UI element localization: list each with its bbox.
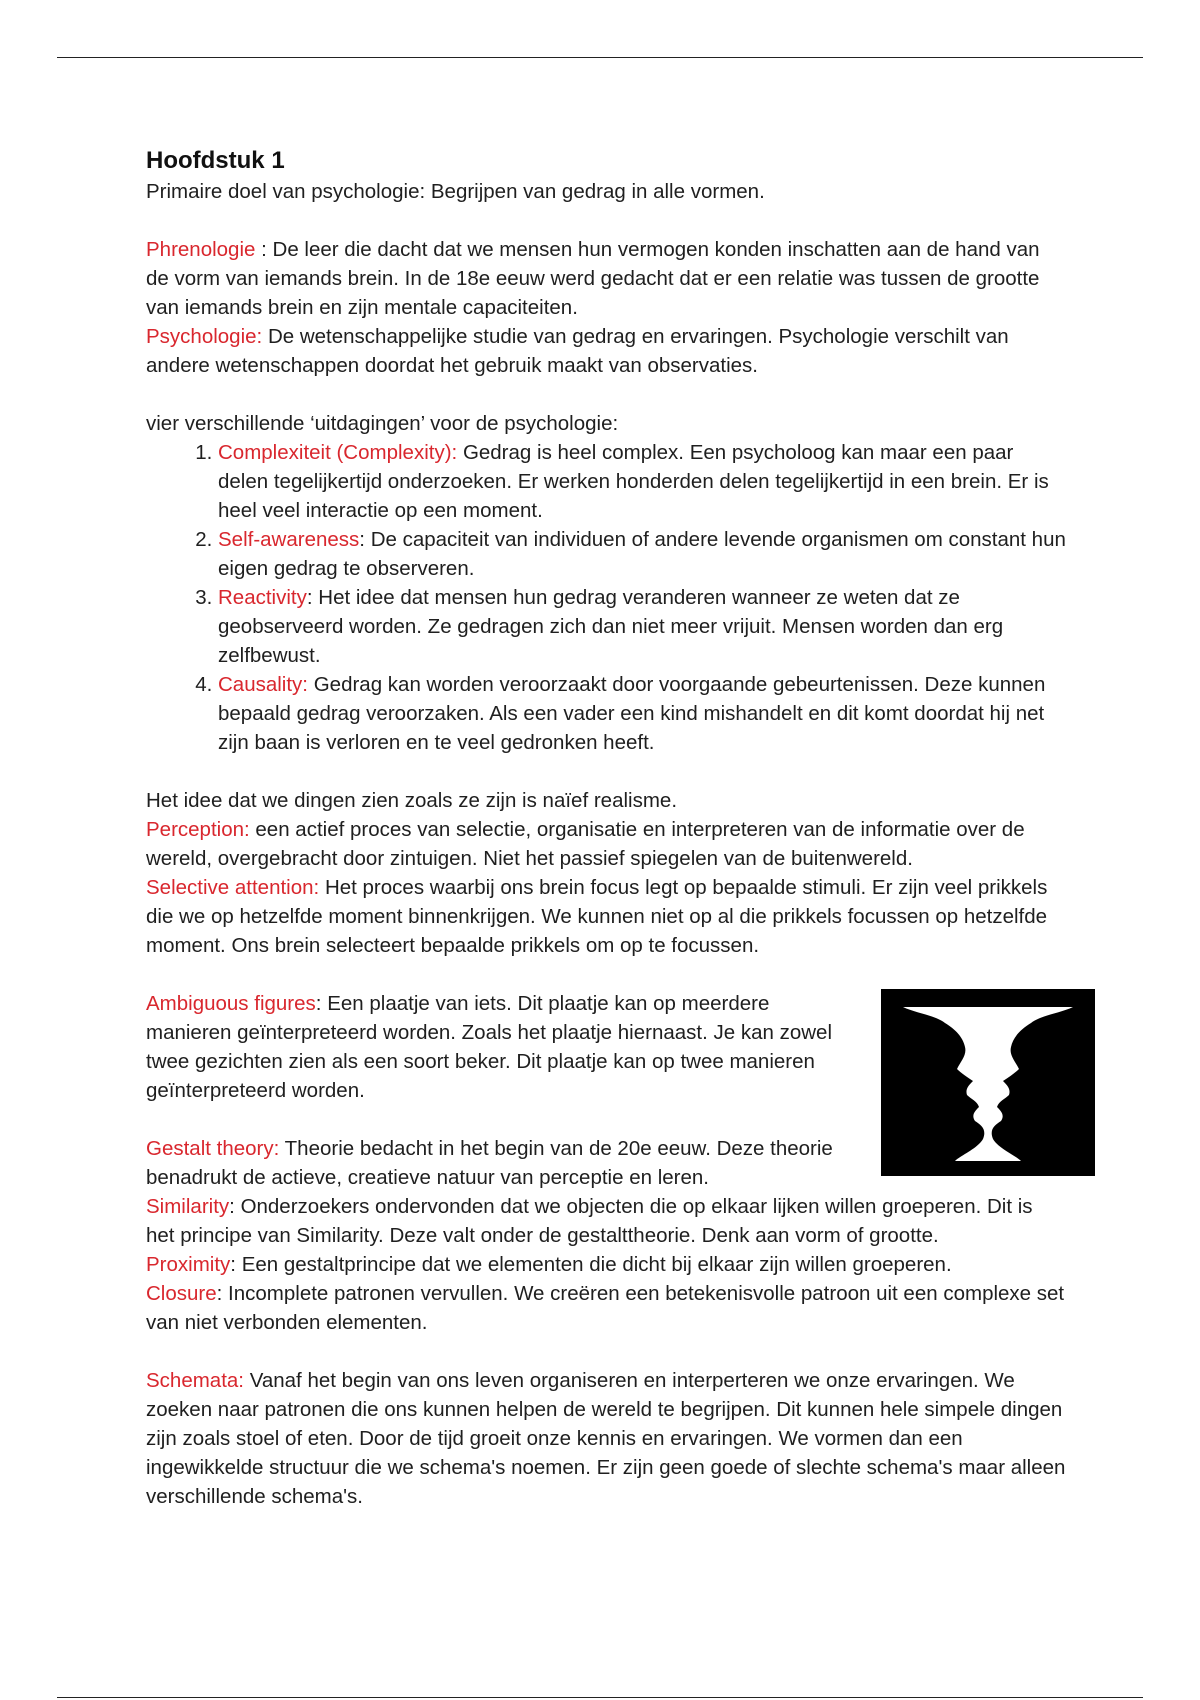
list-item: 3. Reactivity: Het idee dat mensen hun gedrag veranderen wanneer ze weten dat ze geobserveerd worden. Ze gedragen zich dan niet meer vrijuit. Mensen worden dan erg zelfbewust.: [218, 583, 1066, 670]
term-label: Proximity: [146, 1253, 231, 1276]
ambiguous-figure-section: [146, 989, 1066, 1192]
definition-text: De leer die dacht dat we mensen hun vermogen konden inschatten aan de hand van de vorm van iemands brein. In de 18e eeuw werd gedacht dat er een relatie was tussen de grootte van iemands brein en zijn mentale capaciteiten.: [146, 238, 1040, 319]
definition-ambiguous-figures: Ambiguous figures: Een plaatje van iets. Dit plaatje kan op meerdere manieren geïnterpreteerd worden. Zoals het plaatje hiernaast. Je kan zowel twee gezichten zien als een soort beker. Dit plaatje kan op twee manieren geïnterpreteerd worden.: [146, 992, 833, 1102]
definition-text: Het idee dat mensen hun gedrag veranderen wanneer ze weten dat ze geobserveerd worden. Ze gedragen zich dan niet meer vrijuit. Mensen worden dan erg zelfbewust.: [218, 586, 1004, 667]
page-title: Hoofdstuk 1: [146, 147, 285, 174]
term-label: Complexiteit (Complexity):: [218, 441, 458, 464]
definition-text: Incomplete patronen vervullen. We creëren een betekenisvolle patroon uit een complexe set van niet verbonden elementen.: [146, 1282, 1065, 1334]
term-label: Ambiguous figures: [146, 992, 316, 1015]
definition-text: De wetenschappelijke studie van gedrag en ervaringen. Psychologie verschilt van andere wetenschappen doordat het gebruik maakt van observaties.: [146, 325, 1009, 377]
definition-text: Vanaf het begin van ons leven organiseren en interperteren we onze ervaringen. We zoeken naar patronen die ons kunnen helpen de wereld te begrijpen. Dit kunnen hele simpele dingen zijn zoals stoel of eten. Door de tijd groeit onze kennis en ervaringen. We vormen dan een ingewikkelde structuur die we schema's noemen. Er zijn geen goede of slechte schema's maar alleen verschillende schema's.: [146, 1369, 1066, 1508]
term-label: Similarity: [146, 1195, 230, 1218]
list-item: 2. Self-awareness: De capaciteit van individuen of andere levende organismen om constant hun eigen gedrag te observeren.: [218, 525, 1066, 583]
term-label: Psychologie:: [146, 325, 263, 348]
definition-text: De capaciteit van individuen of andere levende organismen om constant hun eigen gedrag te observeren.: [218, 528, 1066, 580]
definition-gestalt-theory: [146, 1134, 846, 1192]
term-label: Schemata:: [146, 1369, 244, 1392]
term-label: Closure: [146, 1282, 217, 1305]
challenges-intro: vier verschillende ‘uitdagingen’ voor de psychologie:: [146, 412, 619, 435]
definition-selective-attention: [146, 873, 1066, 960]
definition-phrenologie: Phrenologie : De leer die dacht dat we mensen hun vermogen konden inschatten aan de hand van de vorm van iemands brein. In de 18e eeuw werd gedacht dat er een relatie was tussen de grootte van iemands brein en zijn mentale capaciteiten.: [146, 238, 1040, 319]
definition-text: Gedrag is heel complex. Een psycholoog kan maar een paar delen tegelijkertijd onderzoeken. Er werken honderden delen tegelijkertijd in een brein. Er is heel veel interactie op een moment.: [218, 441, 1049, 522]
challenges-list: [146, 438, 1066, 757]
definition-text: Een gestaltprincipe dat we elementen die dicht bij elkaar zijn willen groeperen.: [241, 1253, 952, 1276]
term-label: Self-awareness: [218, 528, 360, 551]
rubin-vase-icon: [881, 989, 1095, 1176]
term-label: Phrenologie: [146, 238, 256, 261]
list-item: [218, 438, 1066, 525]
term-label: Reactivity: [218, 586, 307, 609]
intro-text: Primaire doel van psychologie: Begrijpen van gedrag in alle vormen.: [146, 180, 765, 203]
definition-closure: Closure: Incomplete patronen vervullen. We creëren een betekenisvolle patroon uit een complexe set van niet verbonden elementen.: [146, 1282, 1065, 1334]
definition-text: Gedrag kan worden veroorzaakt door voorgaande gebeurtenissen. Deze kunnen bepaald gedrag veroorzaken. Als een vader een kind mishandelt en dit komt doordat hij net zijn baan is verloren en te veel gedronken heeft.: [218, 673, 1046, 754]
top-rule: [57, 57, 1143, 58]
term-label: Causality:: [218, 673, 309, 696]
definition-text: Theorie bedacht in het begin van de 20e eeuw. Deze theorie benadrukt de actieve, creatieve natuur van perceptie en leren.: [146, 1137, 833, 1189]
definition-text: een actief proces van selectie, organisatie en interpreteren van de informatie over de wereld, overgebracht door zintuigen. Niet het passief spiegelen van de buitenwereld.: [146, 818, 1025, 870]
term-label: Perception:: [146, 818, 250, 841]
definition-schemata: [146, 1366, 1066, 1511]
definition-similarity: Similarity: Onderzoekers ondervonden dat we objecten die op elkaar lijken willen groeperen. Dit is het principe van Similarity. Deze valt onder de gestalttheorie. Denk aan vorm of grootte.: [146, 1195, 1033, 1247]
bottom-rule: [57, 1697, 1143, 1698]
term-label: Selective attention:: [146, 876, 320, 899]
definition-psychologie: [146, 322, 1066, 380]
definition-perception: [146, 815, 1066, 873]
document-body: [146, 145, 1066, 1511]
rubin-vase-image: [881, 989, 1095, 1176]
naive-realism-text: Het idee dat we dingen zien zoals ze zijn is naïef realisme.: [146, 789, 678, 812]
definition-text: Een plaatje van iets. Dit plaatje kan op meerdere manieren geïnterpreteerd worden. Zoals het plaatje hiernaast. Je kan zowel twee gezichten zien als een soort beker. Dit plaatje kan op twee manieren geïnterpreteerd worden.: [146, 992, 833, 1102]
list-item: [218, 670, 1066, 757]
definition-text: Onderzoekers ondervonden dat we objecten die op elkaar lijken willen groeperen. Dit is het principe van Similarity. Deze valt onder de gestalttheorie. Denk aan vorm of grootte.: [146, 1195, 1033, 1247]
definition-text: Het proces waarbij ons brein focus legt op bepaalde stimuli. Er zijn veel prikkels die we op hetzelfde moment binnenkrijgen. We kunnen niet op al die prikkels focussen op hetzelfde moment. Ons brein selecteert bepaalde prikkels om op te focussen.: [146, 876, 1048, 957]
term-label: Gestalt theory:: [146, 1137, 280, 1160]
definition-proximity: Proximity: Een gestaltprincipe dat we elementen die dicht bij elkaar zijn willen groeperen.: [146, 1253, 952, 1276]
